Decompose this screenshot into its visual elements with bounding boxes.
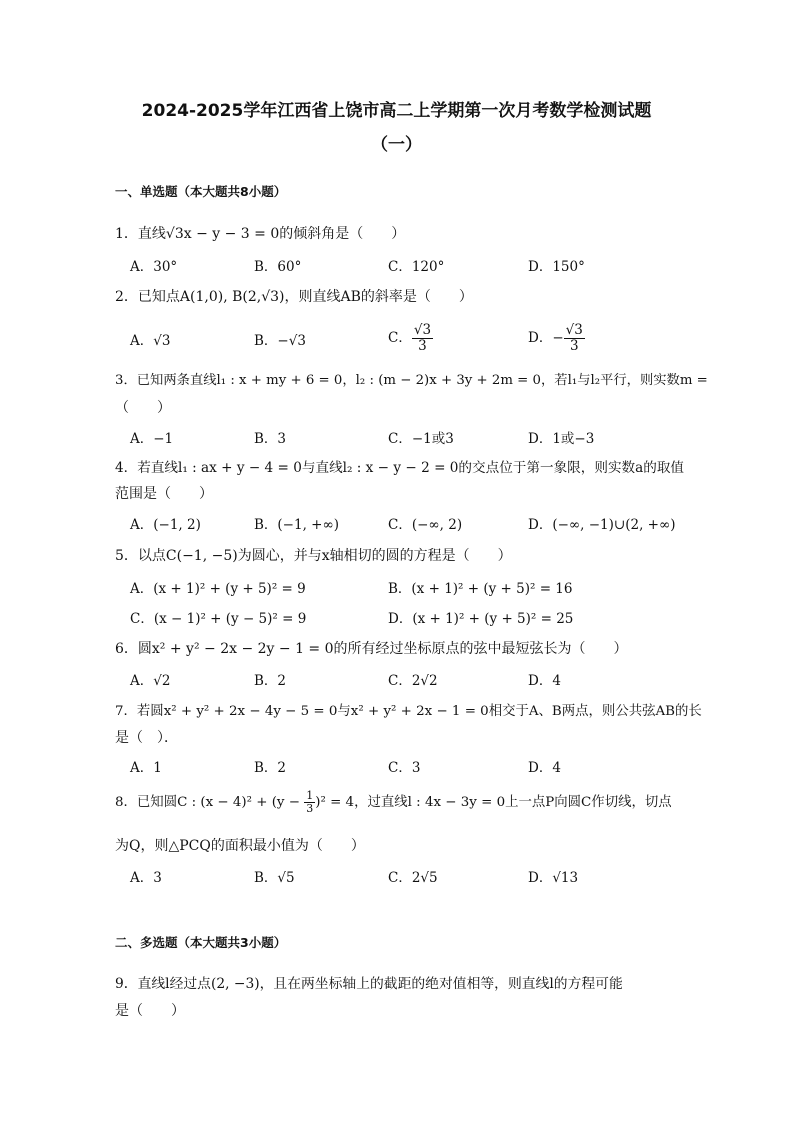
- section-single-choice: 一、单选题（本大题共8小题）: [115, 184, 287, 199]
- question-3-stem-cont: （ ）: [115, 400, 171, 416]
- question-3-stem: 3．已知两条直线l₁ : x + my + 6 = 0，l₂ : (m − 2)x + 3y + 2m = 0，若l₁与l₂平行，则实数m =: [115, 373, 708, 388]
- question-4-stem-cont: 范围是（ ）: [115, 486, 213, 502]
- question-8-stem: 8．已知圆C : (x − 4)² + (y − $\frac{1}{3}$ )² = 4，过直线l : 4x − 3y = 0上一点P向圆C作切线，切点: [115, 789, 672, 816]
- q3-option-b: B．3: [254, 431, 287, 447]
- exam-title-sub: （一）: [371, 135, 422, 155]
- q7-option-a: A．1: [130, 760, 162, 776]
- question-6-stem: 6．圆x² + y² − 2x − 2y − 1 = 0的所有经过坐标原点的弦中最短弦长为（ ）: [115, 641, 628, 657]
- q2-option-c: C． $\frac{√3}{3}$: [388, 322, 432, 354]
- question-8-stem-cont: 为Q，则△PCQ的面积最小值为（ ）: [115, 838, 365, 854]
- q2-option-b: B．−√3: [254, 333, 306, 349]
- q1-option-c: C．120°: [388, 259, 445, 275]
- q8-option-d: D．√13: [528, 870, 579, 886]
- question-5-stem: 5．以点C(−1, −5)为圆心，并与x轴相切的圆的方程是（ ）: [115, 548, 512, 564]
- q2-option-a: A．√3: [130, 333, 171, 349]
- exam-title: 2024-2025学年江西省上饶市高二上学期第一次月考数学检测试题: [141, 101, 652, 121]
- q6-option-c: C．2√2: [388, 673, 438, 689]
- question-2-stem: 2．已知点A(1,0), B(2,√3)，则直线AB的斜率是（ ）: [115, 289, 473, 305]
- question-7-stem-cont: 是（ ）．: [115, 730, 178, 746]
- q4-option-d: D．(−∞, −1)∪(2, +∞): [528, 517, 676, 533]
- q6-option-d: D．4: [528, 673, 561, 689]
- question-9-stem-cont: 是（ ）: [115, 1003, 185, 1019]
- question-7-stem: 7．若圆x² + y² + 2x − 4y − 5 = 0与x² + y² + 2x − 1 = 0相交于A、B两点，则公共弦AB的长: [115, 704, 702, 719]
- q8-option-a: A．3: [130, 870, 162, 886]
- q7-option-c: C．3: [388, 760, 421, 776]
- q3-option-d: D．1或−3: [528, 431, 595, 447]
- q4-option-c: C．(−∞, 2): [388, 517, 463, 533]
- q5-option-d: D．(x + 1)² + (y + 5)² = 25: [388, 611, 574, 627]
- q2-option-d-fraction: $\frac{√3}{3}$: [565, 322, 583, 354]
- q1-option-a: A．30°: [130, 259, 178, 275]
- q8-option-c: C．2√5: [388, 870, 438, 886]
- q3-option-a: A．−1: [130, 431, 174, 447]
- q4-option-a: A．(−1, 2): [130, 517, 201, 533]
- question-1-stem: 1．直线√3x − y − 3 = 0的倾斜角是（ ）: [115, 226, 406, 242]
- q6-option-a: A．√2: [130, 673, 171, 689]
- q8-option-b: B．√5: [254, 870, 295, 886]
- q1-option-b: B．60°: [254, 259, 302, 275]
- q5-option-c: C．(x − 1)² + (y − 5)² = 9: [130, 611, 307, 627]
- q6-option-b: B．2: [254, 673, 287, 689]
- q3-option-c: C．−1或3: [388, 431, 454, 447]
- question-4-stem: 4．若直线l₁ : ax + y − 4 = 0与直线l₂ : x − y − 2 = 0的交点位于第一象限，则实数a的取值: [115, 460, 685, 476]
- q8-fraction: $\frac{1}{3}$: [306, 789, 314, 816]
- q2-option-c-fraction: $\frac{√3}{3}$: [413, 322, 432, 354]
- q1-option-d: D．150°: [528, 259, 585, 275]
- q5-option-a: A．(x + 1)² + (y + 5)² = 9: [130, 581, 306, 597]
- q7-option-b: B．2: [254, 760, 287, 776]
- question-9-stem: 9．直线l经过点(2, −3)，且在两坐标轴上的截距的绝对值相等，则直线l的方程可能: [115, 976, 623, 992]
- q2-option-d: D．− $\frac{√3}{3}$: [528, 322, 583, 354]
- q5-option-b: B．(x + 1)² + (y + 5)² = 16: [388, 581, 573, 597]
- section-multiple-choice: 二、多选题（本大题共3小题）: [115, 935, 287, 950]
- q4-option-b: B．(−1, +∞): [254, 517, 339, 533]
- q7-option-d: D．4: [528, 760, 561, 776]
